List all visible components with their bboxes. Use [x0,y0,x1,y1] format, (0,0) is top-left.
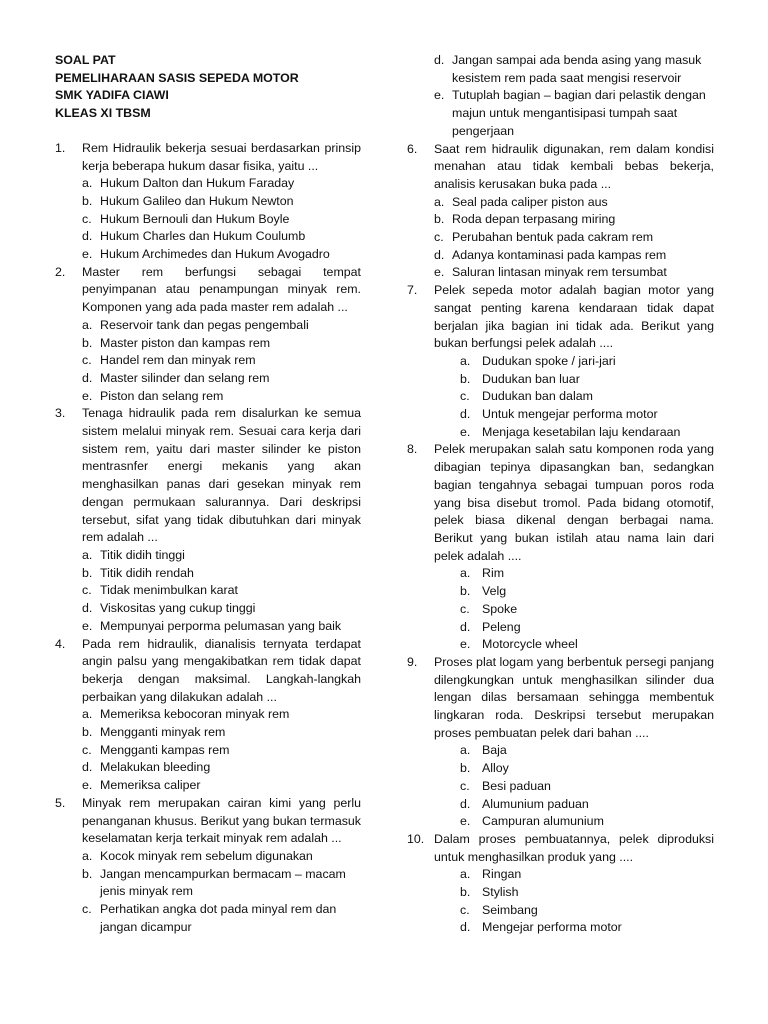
right-column [407,52,714,937]
option-c [460,601,714,619]
option-text: Hukum Charles dan Hukum Coulumb [100,229,306,244]
option-letter: c. [460,601,470,616]
question-4 [55,636,361,795]
option-c [460,388,714,406]
question-1 [55,140,361,264]
doc-title: SOAL PAT [55,53,116,67]
option-b [460,884,714,902]
option-letter: c. [82,211,92,226]
option-text: Mengganti kampas rem [100,742,230,757]
option-letter: a. [460,743,471,758]
question-text: Minyak rem merupakan cairan kimi yang perlu penanganan khusus. Berikut yang bukan termasuk keselamatan kerja terkait minyak rem adalah ... [82,795,361,846]
option-text: Perubahan bentuk pada cakram rem [452,230,654,245]
option-letter: b. [82,565,93,580]
option-b [460,583,714,601]
option-letter: d. [460,407,471,422]
option-text: Perhatikan angka dot pada minyal rem dan jangan dicampur [100,902,337,934]
option-text: Besi paduan [482,778,551,793]
left-column [55,52,361,936]
option-e [460,424,714,442]
option-letter: a. [82,176,93,191]
option-text: Mengganti minyak rem [100,725,226,740]
option-text: Roda depan terpasang miring [452,212,616,227]
option-a [460,742,714,760]
doc-subject: PEMELIHARAAN SASIS SEPEDA MOTOR [55,70,299,85]
option-d [460,919,714,937]
option-text: Master silinder dan selang rem [100,370,270,385]
doc-school: SMK YADIFA CIAWI [55,88,169,103]
option-text: Stylish [482,885,519,900]
option-a [460,565,714,583]
option-letter: d. [82,601,93,616]
option-e [82,388,361,406]
question-5-continued [434,52,714,141]
question-number: 10. [407,831,425,846]
option-c [82,742,361,760]
question-number: 8. [407,442,418,457]
option-letter: d. [82,370,93,385]
option-text: Tutuplah bagian – bagian dari pelastik dengan majun untuk mengantisipasi tumpah saat pengerjaan [452,88,706,138]
option-letter: a. [82,317,93,332]
question-text: Saat rem hidraulik digunakan, rem dalam kondisi menahan atau tidak kembali bebas bekerja, analisis kerusakan buka pada ... [434,141,714,191]
option-text: Seal pada caliper piston aus [452,194,608,209]
option-text: Saluran lintasan minyak rem tersumbat [452,265,667,280]
option-e [460,636,714,654]
option-text: Adanya kontaminasi pada kampas rem [452,247,667,262]
option-letter: b. [82,193,93,208]
option-text: Memeriksa caliper [100,778,201,793]
question-10 [407,831,714,937]
question-3 [55,405,361,635]
option-letter: a. [82,707,93,722]
option-b [434,211,714,229]
option-a [82,317,361,335]
option-c [82,352,361,370]
question-9 [407,654,714,831]
option-a [434,194,714,212]
option-letter: c. [82,583,92,598]
option-text: Rim [482,566,505,581]
option-e [434,264,714,282]
question-5 [55,795,361,937]
option-text: Campuran alumunium [482,814,604,829]
option-c [82,582,361,600]
option-d [434,247,714,265]
option-b [460,371,714,389]
option-d [460,796,714,814]
option-letter: b. [460,885,471,900]
option-text: Velg [482,584,507,599]
question-number: 1. [55,140,66,155]
question-text: Pelek merupakan salah satu komponen roda yang dibagian tepinya dipasangkan ban, sedangkan bagian tengahnya sebagai tumpuan poros roda yang bisa disebut tromol. Pada bidang otomotif, pelek biasa dikenal dengan berbagai nama. Berikut yang bukan istilah atau nama lain dari pelek adalah .... [434,442,714,563]
option-text: Melakukan bleeding [100,760,211,775]
question-text: Rem Hidraulik bekerja sesuai berdasarkan prinsip kerja beberapa hukum dasar fisika, yaitu ... [82,140,361,173]
option-a [82,706,361,724]
option-letter: d. [460,796,471,811]
question-number: 5. [55,795,66,810]
option-a [460,353,714,371]
option-b [82,565,361,583]
option-e [82,618,361,636]
option-text: Hukum Dalton dan Hukum Faraday [100,176,295,191]
question-text: Pelek sepeda motor adalah bagian motor yang sangat penting karena kendaraan tidak dapat berjalan jika bagian ini tidak ada. Berikut yang bukan berfungsi pelek adalah .... [434,283,714,351]
option-letter: d. [434,53,445,67]
option-text: Titik didih rendah [100,565,194,580]
option-d [434,52,714,87]
question-number: 2. [55,264,66,279]
option-text: Master piston dan kampas rem [100,335,271,350]
option-letter: d. [460,920,471,935]
option-text: Hukum Bernouli dan Hukum Boyle [100,211,290,226]
option-d [82,228,361,246]
option-letter: c. [434,230,444,245]
option-c [434,229,714,247]
option-text: Spoke [482,601,518,616]
option-letter: a. [460,353,471,368]
question-text: Tenaga hidraulik pada rem disalurkan ke semua sistem melalui minyak rem. Sesuai cara kerja dari sistem rem, yaitu dari master silinder ke piston mentrasnfer energi mekanis yang akan menghasilkan panas dari gesekan minyak rem dengan permukaan salurannya. Dari deskripsi tersebut, sifat yang tidak dibutuhkan dari minyak rem adalah ... [82,406,361,545]
question-8 [407,441,714,653]
option-d [460,406,714,424]
option-d [82,370,361,388]
option-letter: d. [82,760,93,775]
option-letter: a. [434,194,445,209]
option-text: Dudukan ban dalam [482,389,593,404]
option-a [82,848,361,866]
option-letter: c. [82,353,92,368]
option-letter: d. [434,247,445,262]
option-letter: b. [82,335,93,350]
option-text: Tidak menimbulkan karat [100,583,238,598]
option-letter: c. [82,742,92,757]
option-c [460,902,714,920]
option-e [82,246,361,264]
option-text: Memeriksa kebocoran minyak rem [100,707,290,722]
option-letter: d. [460,619,471,634]
option-b [460,760,714,778]
doc-class: KLEAS XI TBSM [55,106,151,121]
option-letter: c. [460,778,470,793]
option-c [82,901,361,936]
option-text: Menjaga kesetabilan laju kendaraan [482,424,681,439]
option-text: Ringan [482,867,522,882]
option-text: Mengejar performa motor [482,920,622,935]
option-letter: e. [82,778,93,793]
option-letter: b. [460,761,471,776]
option-d [460,619,714,637]
option-text: Piston dan selang rem [100,388,224,403]
option-c [82,211,361,229]
option-letter: a. [82,547,93,562]
option-d [82,600,361,618]
option-letter: e. [82,247,93,262]
question-2 [55,264,361,406]
question-number: 4. [55,636,66,651]
option-text: Mempunyai perporma pelumasan yang baik [100,618,342,633]
option-a [82,175,361,193]
option-text: Motorcycle wheel [482,637,578,652]
option-text: Kocok minyak rem sebelum digunakan [100,848,313,863]
option-text: Reservoir tank dan pegas pengembali [100,317,309,332]
question-number: 9. [407,654,418,669]
option-text: Untuk mengejar performa motor [482,407,658,422]
question-number: 7. [407,283,418,298]
option-letter: e. [460,637,471,652]
option-text: Jangan mencampurkan bermacam – macam jenis minyak rem [100,866,346,899]
option-letter: e. [434,88,445,103]
option-e [460,813,714,831]
option-letter: e. [460,424,471,439]
option-letter: b. [460,371,471,386]
option-letter: b. [82,725,93,740]
option-letter: c. [460,389,470,404]
question-text: Dalam proses pembuatannya, pelek diproduksi untuk menghasilkan produk yang .... [434,831,714,864]
option-text: Alloy [482,761,509,776]
option-text: Hukum Galileo dan Hukum Newton [100,193,294,208]
option-text: Dudukan ban luar [482,371,580,386]
option-text: Alumunium paduan [482,796,589,811]
question-7 [407,282,714,441]
option-text: Viskositas yang cukup tinggi [100,601,256,616]
option-letter: b. [460,584,471,599]
option-b [82,193,361,211]
option-text: Baja [482,743,507,758]
option-text: Titik didih tinggi [100,547,185,562]
option-letter: a. [460,867,471,882]
option-letter: d. [82,229,93,244]
question-number: 6. [407,141,418,156]
option-letter: a. [82,848,93,863]
question-6 [407,141,714,283]
option-letter: b. [82,866,93,881]
option-text: Seimbang [482,902,538,917]
option-c [460,778,714,796]
option-text: Handel rem dan minyak rem [100,353,256,368]
question-text: Master rem berfungsi sebagai tempat penyimpanan atau penampungan minyak rem. Komponen yang ada pada master rem adalah ... [82,264,361,315]
option-letter: c. [82,902,92,917]
option-letter: c. [460,902,470,917]
option-text: Dudukan spoke / jari-jari [482,353,616,368]
option-text: Peleng [482,619,521,634]
option-letter: e. [82,618,93,633]
option-e [434,87,714,140]
option-letter: e. [460,814,471,829]
option-letter: b. [434,212,445,227]
option-text: Hukum Archimedes dan Hukum Avogadro [100,247,330,262]
question-number: 3. [55,406,66,421]
option-b [82,866,361,901]
option-a [82,547,361,565]
option-e [82,777,361,795]
option-d [82,759,361,777]
option-text: Jangan sampai ada benda asing yang masuk kesistem rem pada saat mengisi reservoir [452,53,702,85]
option-letter: a. [460,566,471,581]
question-text: Pada rem hidraulik, dianalisis ternyata terdapat angin palsu yang mengakibatkan rem tidak dapat bekerja dengan maksimal. Langkah-langkah perbaikan yang dilakukan adalah ... [82,636,361,704]
option-letter: e. [82,388,93,403]
option-letter: e. [434,265,445,280]
option-b [82,335,361,353]
option-b [82,724,361,742]
option-a [460,866,714,884]
question-text: Proses plat logam yang berbentuk persegi panjang dilengkungkan untuk menghasilkan silinder dua lengan dilas bersamaan sehingga membentuk lingkaran roda. Deskripsi tersebut merupakan proses pembuatan pelek dari bahan .... [434,654,714,740]
